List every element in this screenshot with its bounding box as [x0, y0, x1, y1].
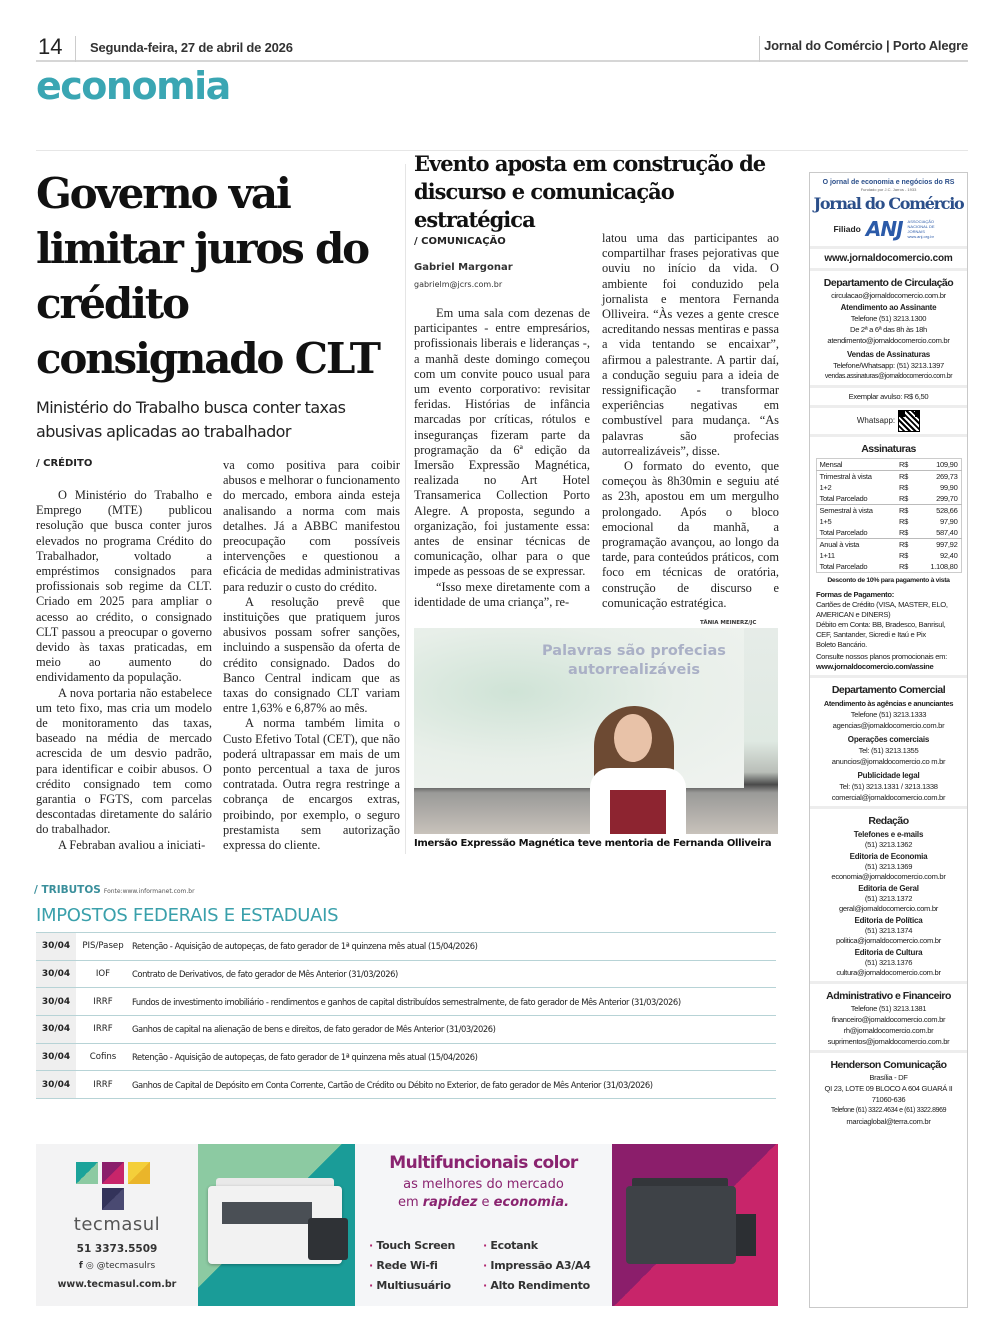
redacao-item: [812, 948, 965, 978]
ad-features: [483, 1236, 591, 1296]
photo-caption: Imersão Expressão Magnética teve mentoria de Fernanda Olliveira: [414, 838, 772, 849]
tax-date: 30/04: [36, 960, 76, 988]
currency: R$: [899, 517, 909, 526]
paragraph: “Isso mexe diretamente com a identidade de uma criança”, re-: [414, 579, 590, 609]
plan-price: 1.108,80: [930, 562, 958, 571]
currency: R$: [899, 483, 909, 492]
printer-image: [612, 1144, 778, 1306]
currency: R$: [899, 551, 909, 560]
contact-phone: Tel: (51) 3213.1355: [858, 746, 919, 755]
page-number: 14: [38, 34, 63, 59]
dept-title: Assinaturas: [861, 443, 916, 455]
tax-description: Fundos de investimento imobiliário - rendimentos e ganhos de capital distribuídos semestralmente, de fato gerador de Mês Anterior (31/03/2026): [132, 996, 681, 1007]
ad-subline: em rapidez e economia.: [397, 1195, 570, 1210]
contact-phone: Telefone (61) 3322.4634 e (61) 3322.8969: [830, 1107, 947, 1114]
redacao-item: [812, 830, 965, 850]
tax-date: 30/04: [36, 933, 76, 961]
whatsapp-label: Whatsapp:: [856, 416, 896, 425]
speaker-figure: [614, 714, 652, 762]
contact-phone: Telefone (51) 3213.1381: [850, 1004, 927, 1013]
contact-title: Editoria de Cultura: [854, 948, 923, 957]
byline-email[interactable]: gabrielm@jcrs.com.br: [414, 280, 503, 289]
sidebar-logo: Jornal do Comércio: [813, 194, 964, 213]
ad-features: [369, 1236, 455, 1296]
currency: R$: [899, 494, 909, 503]
ad-copy: [355, 1144, 612, 1306]
issue-date: Segunda-feira, 27 de abril de 2026: [90, 40, 293, 55]
henderson-block: [810, 1053, 967, 1130]
ad-feature: · Impressão A3/A4: [483, 1259, 591, 1272]
article-photo: [414, 628, 778, 834]
plan-label: Anual à vista: [816, 539, 896, 551]
subscription-row: [816, 561, 961, 573]
promo-url[interactable]: www.jornaldocomercio.com/assine: [816, 662, 934, 671]
plan-price: 528,66: [918, 505, 961, 517]
paragraph: latou uma das participantes ao compartilhar frases pejorativas que ouviu no início da vida. O ambiente foi conduzido pela jornalista e mentora Fernanda Olliveira. “Às vezes a gente cresce acreditando nessas mentiras e passa a vida tentando se encaixar”, afirmou a palestrante. A partir daí, a condução seguiu para a ideia de ressignificação - transformar experiências negativas em combustível para mudança. “As palavras são profecias autorrealizáveis”, disse.: [602, 231, 779, 458]
divider: [75, 36, 76, 62]
byline-author: Gabriel Margonar: [414, 262, 513, 273]
ad-brand-name: tecmasul: [73, 1214, 161, 1235]
tax-description: Ganhos de Capital de Depósito em Conta Corrente, Cartão de Crédito ou Débito no Exterior, de fato gerador de Mês Anterior (31/03/2026): [132, 1079, 653, 1090]
contact-email[interactable]: rh@jornaldocomercio.com.br: [843, 1026, 934, 1035]
paragraph: va como positiva para coibir abusos e melhorar o funcionamento do mercado, embora ainda esteja analisando a norma com mais detalhes. Já a ABBC manifestou preocupação com possíveis intervenções e questionou a eficácia de medidas administrativas para reduzir o custo do crédito.: [223, 458, 400, 594]
subscription-row: [816, 505, 961, 517]
admin-block: [810, 984, 967, 1053]
contact-title: Operações comerciais: [847, 735, 930, 744]
subscription-row: [816, 550, 961, 561]
ad-url[interactable]: www.tecmasul.com.br: [57, 1279, 177, 1290]
redacao-item: [812, 916, 965, 946]
ad-feature: · Rede Wi-fi: [369, 1259, 438, 1272]
contact-email[interactable]: agencias@jornaldocomercio.com.br: [832, 721, 945, 730]
plan-price: 99,90: [939, 483, 958, 492]
contact-email[interactable]: cultura@jornaldocomercio.com.br: [836, 968, 941, 977]
contact-phone: Telefone (51) 3213.1300: [850, 314, 927, 323]
contact-title: Vendas de Assinaturas: [846, 350, 931, 359]
ad-headline: Multifuncionais color: [389, 1153, 578, 1173]
article-column: [602, 231, 779, 611]
tax-name: IOF: [95, 969, 111, 980]
column-divider: [405, 164, 406, 854]
tax-description: Retenção - Aquisição de autopeças, de fato gerador de 1ª quinzena mês atual (15/04/2026): [132, 941, 478, 952]
article-headline: Governo vai limitar juros do crédito consignado CLT: [36, 169, 379, 383]
article-column: [414, 306, 590, 610]
subscription-row: [816, 493, 961, 505]
dept-title: Departamento Comercial: [831, 684, 946, 696]
comercial-block: [810, 678, 967, 809]
tax-calendar-table: [36, 932, 776, 1099]
currency: R$: [896, 539, 918, 551]
info-sidebar: [809, 172, 968, 1308]
contact-phone: Telefone/Whatsapp: (51) 3213.1397: [833, 361, 944, 370]
tax-date: 30/04: [36, 1071, 76, 1099]
promo-text: Consulte nossos planos promocionais em:: [816, 652, 947, 661]
facebook-icon: f: [78, 1261, 86, 1271]
dept-title: Redação: [868, 815, 909, 827]
contact-email[interactable]: comercial@jornaldocomercio.com.br: [831, 793, 946, 802]
paragraph: O Ministério do Trabalho e Emprego (MTE) publicou resolução que busca conter juros elevados no programa Crédito do Trabalhador, voltado a empréstimos consignados para profissionais sob regime da CLT. Criado em 2025 para ampliar o acesso ao crédito, o consignado CLT passou a preocupar o governo devido às taxas praticadas, em meio ao aumento do endividamento da população.: [36, 488, 212, 685]
payment-info: [812, 590, 965, 672]
contact-phone: (51) 3213.1362: [864, 840, 913, 849]
table-row: [36, 988, 776, 1016]
tax-description: Contrato de Derivativos, de fato gerador de Mês Anterior (31/03/2026): [132, 969, 398, 980]
tributos-title: IMPOSTOS FEDERAIS E ESTADUAIS: [36, 905, 339, 926]
contact-email[interactable]: geral@jornaldocomercio.com.br: [838, 904, 939, 913]
contact-title: Telefones e e-mails: [853, 830, 924, 839]
plan-price: 92,40: [939, 551, 958, 560]
ad-social-handle: @tecmasulrs: [96, 1261, 156, 1271]
table-row: [36, 1071, 776, 1099]
subscription-table: [816, 458, 962, 573]
tax-name: PIS/Pasep: [82, 941, 124, 952]
contact-email[interactable]: anuncios@jornaldocomercio.co m.br: [831, 757, 946, 766]
plan-label: 1+11: [819, 551, 835, 560]
article-column: [223, 458, 400, 853]
page-header: [36, 32, 968, 62]
plan-label: 1+5: [819, 517, 832, 526]
plan-label: Semestral à vista: [816, 505, 896, 517]
article-headline: Evento aposta em construção de discurso e comunicação estratégica: [414, 151, 766, 232]
payment-boleto: Boleto Bancário.: [816, 640, 867, 649]
circulacao-block: [810, 271, 967, 388]
plan-price: 109,90: [936, 460, 958, 469]
contact-address: QI 23, LOTE 09 BLOCO A 604 GUARÁ II: [824, 1084, 953, 1093]
contact-email[interactable]: circulacao@jornaldocomercio.com.br: [831, 291, 946, 300]
plan-price: 587,40: [936, 528, 958, 537]
redacao-item: [812, 852, 965, 882]
plan-price: 97,90: [939, 517, 958, 526]
contact-phone: Tel: (51) 3213.1331 / 3213.1338: [839, 782, 938, 791]
tributos-source: Fonte:www.informanet.com.br: [103, 888, 195, 895]
subscription-row: [816, 459, 961, 471]
contact-title: Editoria de Geral: [858, 884, 919, 893]
payment-debit: Débito em Conta: BB, Bradesco, Banrisul, CEF, Santander, Sicredi e Itaú e Pix: [816, 620, 946, 639]
contact-title: Publicidade legal: [857, 771, 920, 780]
redacao-block: [810, 809, 967, 984]
slide-text: Palavras são profecias autorrealizáveis: [542, 643, 726, 678]
ad-feature: · Multiusuário: [369, 1279, 451, 1292]
assinaturas-block: [810, 437, 967, 678]
tecmasul-logo-icon: [76, 1162, 156, 1212]
contact-cep: 71060-636: [871, 1095, 906, 1104]
tributos-header: [34, 880, 195, 898]
subscription-row: [816, 482, 961, 493]
contact-hours: De 2ª a 6ª das 8h às 18h: [850, 325, 927, 334]
article-kicker: / COMUNICAÇÃO: [414, 236, 506, 247]
plan-label: Mensal: [819, 460, 843, 469]
sidebar-founded: Fundado por J.C. Jarros - 1933: [860, 187, 917, 192]
contact-title: Atendimento ao Assinante: [840, 303, 937, 312]
section-title: economia: [36, 64, 230, 108]
plan-label: Total Parcelado: [819, 494, 868, 503]
subscription-row: [816, 527, 961, 539]
contact-phone: (51) 3213.1374: [864, 926, 913, 935]
contact-phone: (51) 3213.1369: [864, 862, 913, 871]
whatsapp-line: [810, 408, 967, 437]
paragraph: O formato do evento, que começou às 8h30min e seguiu até as 23h, apostou em um mergulho prolongado. Após o bloco emocional da manhã, a programação avançou, ao longo da tarde, para conteúdos práticos, com foco em técnicas de oratória, construção de discurso e comunicação estratégica.: [602, 459, 779, 610]
currency: R$: [896, 505, 918, 517]
payment-cards: Cartões de Crédito (VISA, MASTER, ELO, AMERICAN e DINERS): [816, 600, 948, 619]
dept-title: Henderson Comunicação: [830, 1059, 947, 1071]
tributos-kicker: / TRIBUTOS: [34, 884, 101, 896]
ad-brand-panel: [36, 1144, 198, 1306]
contact-city: Brasília - DF: [869, 1073, 908, 1082]
affiliated-label: Filiado: [833, 224, 861, 234]
instagram-icon: ◎: [85, 1261, 97, 1271]
advertisement[interactable]: [36, 1144, 778, 1306]
currency: R$: [896, 471, 918, 483]
tax-name: IRRF: [93, 1024, 113, 1035]
ad-feature: · Alto Rendimento: [483, 1279, 590, 1292]
plan-label: Total Parcelado: [819, 562, 868, 571]
tax-date: 30/04: [36, 1043, 76, 1071]
tax-date: 30/04: [36, 988, 76, 1016]
ad-social: [36, 1260, 198, 1273]
sidebar-tagline: O jornal de economia e negócios do RS: [822, 179, 955, 186]
currency: R$: [899, 562, 909, 571]
article-kicker: / CRÉDITO: [36, 458, 93, 469]
photo-credit: TÂNIA MEINERZ/JC: [700, 620, 757, 626]
tax-name: IRRF: [93, 1079, 113, 1090]
contact-email[interactable]: suprimentos@jornaldocomercio.com.br: [827, 1037, 950, 1046]
contact-phone: Telefone (51) 3213.1333: [850, 710, 927, 719]
plan-price: 997,92: [918, 539, 961, 551]
plan-label: Total Parcelado: [819, 528, 868, 537]
sidebar-brand: [810, 173, 967, 249]
subscription-row: [816, 471, 961, 483]
subscription-row: [816, 539, 961, 551]
qr-code-icon[interactable]: [898, 410, 920, 432]
tax-name: Cofins: [89, 1052, 117, 1063]
plan-label: Trimestral à vista: [816, 471, 896, 483]
tax-description: Retenção - Aquisição de autopeças, de fato gerador de 1ª quinzena mês atual (15/04/2026): [132, 1052, 478, 1063]
plan-price: 299,70: [936, 494, 958, 503]
ad-feature: · Touch Screen: [369, 1239, 455, 1252]
currency: R$: [899, 528, 909, 537]
anj-subtitle: ASSOCIAÇÃO NACIONAL DE JORNAIS www.anj.org.br: [907, 219, 935, 239]
contact-phone: (51) 3213.1376: [864, 958, 913, 967]
table-row: [36, 1043, 776, 1071]
article-subheadline: Ministério do Trabalho busca conter taxas abusivas aplicadas ao trabalhador: [36, 398, 346, 441]
contact-email[interactable]: economia@jornaldocomercio.com.br: [831, 872, 946, 881]
subscription-row: [816, 516, 961, 527]
contact-title: Editoria de Política: [854, 916, 923, 925]
contact-email[interactable]: financeiro@jornaldocomercio.com.br: [831, 1015, 946, 1024]
paragraph: A resolução prevê que instituições que pratiquem juros abusivos possam sofrer sanções, incluindo a suspensão da oferta de crédito consignado. Dados do Banco Central indicam que as taxas do consignado CLT variam entre 1,63% e 6,87% ao mês.: [223, 594, 400, 716]
tax-description: Ganhos de capital na alienação de bens e direitos, de fato gerador de Mês Anterior (31/03/2026): [132, 1024, 496, 1035]
discount-note: Desconto de 10% para pagamento à vista: [827, 577, 950, 584]
ad-feature: · Ecotank: [483, 1239, 538, 1252]
plan-price: 269,73: [918, 471, 961, 483]
paragraph: Em uma sala com dezenas de participantes - entre empresários, profissionais liberais e lideranças -, a manhã deste domingo começou com um convite pouco usual para um evento corporativo: revisitar feridas. Histórias de infância marcadas por críticas, rótulos e inseguranças fizeram parte da programação da 6ª edição da Imersão Expressão Magnética, realizada no Art Hotel Transamerica Collection Porto Alegre. A proposta, segundo a organização, foi justamente essa: antes de ensinar técnicas de comunicação, olhar para o que impede as pessoas de se expressar.: [414, 306, 590, 579]
masthead: Jornal do Comércio | Porto Alegre: [764, 38, 968, 53]
single-copy-price: Exemplar avulso: R$ 6,50: [810, 388, 967, 408]
contact-title: Atendimento às agências e anunciantes: [823, 699, 954, 708]
tax-date: 30/04: [36, 1016, 76, 1044]
contact-email[interactable]: vendas.assinaturas@jornaldocomercio.com.br: [824, 373, 953, 380]
paragraph: A nova portaria não estabelece um teto fixo, mas cria um modelo de monitoramento das taxas, baseado na média de mercado acrescida de um desvio padrão, para identificar e coibir abusos. O crédito consignado tem como garantia o FGTS, com parcelas descontadas diretamente do salário do trabalhador.: [36, 685, 212, 837]
table-row: [36, 960, 776, 988]
plan-label: 1+2: [819, 483, 832, 492]
dept-title: Administrativo e Financeiro: [826, 990, 951, 1002]
table-row: [36, 933, 776, 961]
article-column: [36, 488, 212, 853]
contact-phone: (51) 3213.1372: [864, 894, 913, 903]
ad-subline: as melhores do mercado: [403, 1177, 564, 1192]
paragraph: A Febraban avaliou a iniciati-: [58, 837, 206, 852]
ad-phone: 51 3373.5509: [76, 1243, 158, 1255]
printer-image: [198, 1144, 355, 1306]
table-row: [36, 1016, 776, 1044]
currency: R$: [899, 460, 909, 469]
contact-email[interactable]: atendimento@jornaldocomercio.com.br: [827, 336, 950, 345]
speaker-figure: [610, 790, 666, 834]
divider: [759, 36, 760, 62]
contact-email[interactable]: marciaglobal@terra.com.br: [846, 1117, 931, 1126]
tax-name: IRRF: [93, 996, 113, 1007]
anj-logo-icon: ANJ: [865, 217, 903, 241]
sidebar-website[interactable]: www.jornaldocomercio.com: [810, 249, 967, 271]
contact-title: Editoria de Economia: [849, 852, 928, 861]
paragraph: A norma também limita o Custo Efetivo Total (CET), que não poderá ultrapassar em mais de um ponto percentual a taxa de juros contratada. Outra regra restringe a cobrança de encargos extras, proibindo, por exemplo, o seguro prestamista sem autorização expressa do cliente.: [223, 716, 400, 853]
redacao-item: [812, 884, 965, 914]
dept-title: Departamento de Circulação: [823, 277, 954, 289]
payment-title: Formas de Pagamento:: [816, 590, 894, 599]
anj-affiliation: [812, 218, 965, 240]
contact-email[interactable]: politica@jornaldocomercio.com.br: [836, 936, 941, 945]
